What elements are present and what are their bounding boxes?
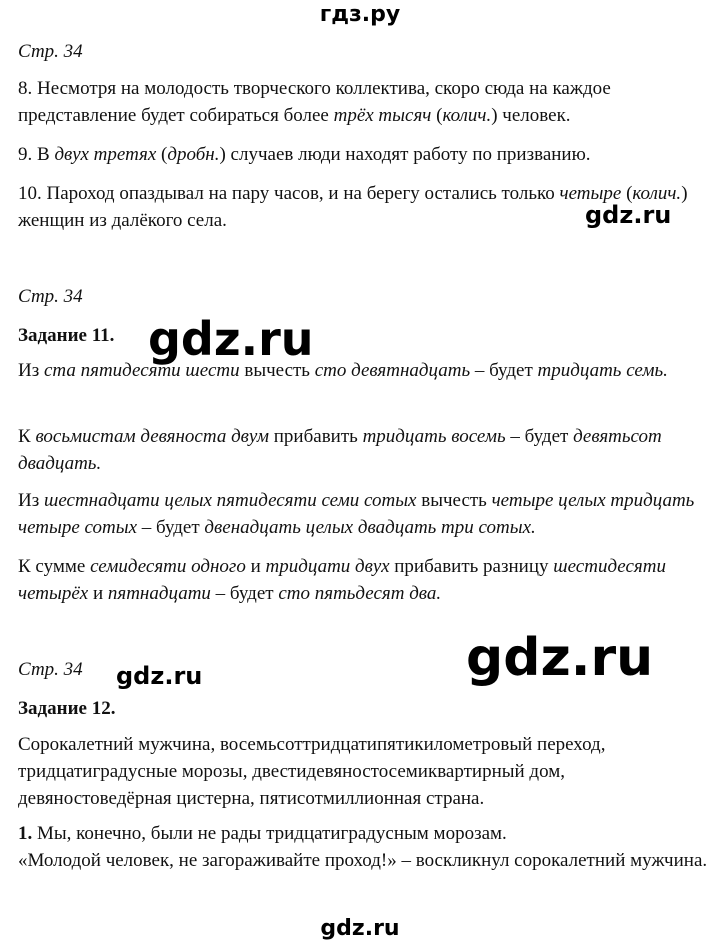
footer-watermark: gdz.ru — [320, 916, 400, 941]
italic-numeral: дробн. — [167, 144, 220, 165]
italic-numeral: сто девятнадцать — [314, 360, 471, 381]
text-fragment: 10. Пароход опаздывал на пару часов, и на берегу остались только — [18, 183, 560, 204]
header-watermark: гдз.ру — [319, 2, 401, 27]
text-fragment: прибавить разницу — [389, 556, 554, 577]
text-fragment: и — [245, 556, 266, 577]
italic-numeral: шестидесяти четырёх — [18, 556, 666, 604]
italic-numeral: тридцать восемь — [362, 426, 506, 447]
italic-numeral: колич. — [632, 183, 682, 204]
text-fragment: ) человек. — [491, 105, 571, 126]
italic-numeral: четыре целых тридцать четыре сотых — [18, 490, 695, 538]
italic-numeral: четыре — [559, 183, 622, 204]
example-sentence-2: «Молодой человек, не загораживайте проход!» – воскликнул сорокалетний мужчина. — [18, 850, 708, 871]
italic-numeral: девятьсот двадцать. — [18, 426, 662, 474]
example-sentence-1: Мы, конечно, были не рады тридцатиградусным морозам. — [32, 823, 507, 844]
compound-words-list: Сорокалетний мужчина, восемьсоттридцатипятикилометровый переход, тридцатиградусные морозы, двестидевяностосемиквартирный дом, девяностоведёрная цистерна, пятисотмиллионная страна. — [18, 734, 606, 809]
calculation-4 — [18, 553, 708, 607]
italic-numeral: шестнадцати целых пятидесяти семи сотых — [43, 490, 417, 511]
italic-numeral: колич. — [442, 105, 492, 126]
task-title: Задание 12. — [18, 698, 116, 719]
text-fragment: 8. Несмотря на молодость творческого коллектива, скоро сюда на каждое представление будет собираться более — [18, 78, 611, 126]
task-title: Задание 11. — [18, 325, 115, 346]
page-reference: Стр. 34 — [18, 41, 83, 62]
sentence-8 — [18, 75, 708, 129]
watermark-logo: gdz.ru — [116, 662, 203, 690]
text-fragment: ) женщин из далёкого села. — [18, 183, 688, 231]
calculation-3 — [18, 487, 708, 541]
italic-numeral: восьмистам девяноста двум — [35, 426, 270, 447]
text-fragment: – будет — [505, 426, 574, 447]
italic-numeral: двух третях — [54, 144, 157, 165]
text-fragment: К — [18, 426, 36, 447]
italic-numeral: двенадцать целых двадцать три сотых. — [204, 517, 536, 538]
text-fragment: Из — [18, 490, 44, 511]
watermark-logo: gdz.ru — [466, 628, 654, 688]
text-fragment: К сумме — [18, 556, 91, 577]
sentence-9 — [18, 141, 708, 168]
text-fragment: ( — [156, 144, 168, 165]
text-fragment: вычесть — [416, 490, 492, 511]
italic-numeral: семидесяти одного — [90, 556, 246, 577]
text-fragment: ) случаев люди находят работу по призванию. — [219, 144, 591, 165]
page-reference: Стр. 34 — [18, 286, 83, 307]
italic-numeral: сто пятьдесят два. — [278, 583, 442, 604]
text-fragment: и — [88, 583, 108, 604]
text-fragment: 9. В — [18, 144, 55, 165]
text-fragment: вычесть — [239, 360, 315, 381]
italic-numeral: тридцать семь. — [537, 360, 668, 381]
watermark-logo: gdz.ru — [585, 201, 672, 229]
calculation-2 — [18, 423, 708, 477]
italic-numeral: ста пятидесяти шести — [43, 360, 240, 381]
page-reference: Стр. 34 — [18, 659, 83, 680]
text-fragment: – будет — [137, 517, 205, 538]
text-fragment: – будет — [210, 583, 279, 604]
text-fragment: – будет — [470, 360, 538, 381]
watermark-logo: gdz.ru — [148, 312, 314, 366]
example-sentences — [18, 820, 708, 874]
text-fragment: ( — [621, 183, 633, 204]
example-number: 1. — [18, 823, 33, 844]
text-fragment: Из — [18, 360, 44, 381]
text-fragment: прибавить — [269, 426, 363, 447]
italic-numeral: трёх тысяч — [333, 105, 432, 126]
text-fragment: ( — [431, 105, 443, 126]
italic-numeral: пятнадцати — [107, 583, 211, 604]
italic-numeral: тридцати двух — [265, 556, 390, 577]
calculation-1 — [18, 357, 708, 384]
